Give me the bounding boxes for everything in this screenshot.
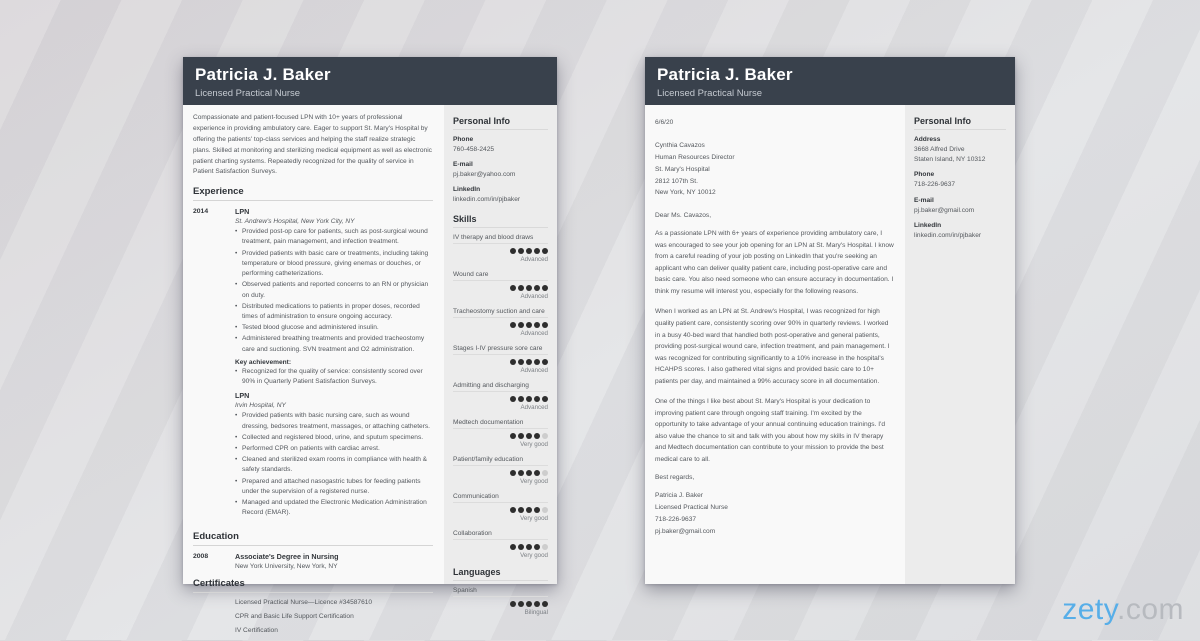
linkedin-item	[453, 186, 548, 205]
skill-name: Patient/family education	[453, 456, 548, 466]
language-rating-dots	[453, 601, 548, 607]
recipient-city: New York, NY 10012	[655, 189, 716, 197]
skill-rating-dots	[453, 507, 548, 513]
skill-item	[453, 345, 548, 374]
job-bullet: • Tested blood glucose and administered insulin.	[235, 323, 433, 333]
job-bullet: • Performed CPR on patients with cardiac arrest.	[235, 444, 433, 454]
skill-name: Stages I-IV pressure sore care	[453, 345, 548, 355]
zety-suffix-text: .com	[1116, 593, 1184, 626]
recipient-company: St. Mary's Hospital	[655, 165, 710, 173]
languages-heading: Languages	[453, 567, 548, 581]
letter-closing: Best regards,	[655, 474, 695, 482]
job-bullet: • Cleaned and sterilized exam rooms in compliance with health & safety standards.	[235, 455, 433, 475]
skill-rating-dots	[453, 433, 548, 439]
cover-letter-main-column	[645, 105, 905, 584]
address-item	[914, 136, 1006, 165]
skill-rating-dots	[453, 248, 548, 254]
resume-name: Patricia J. Baker	[195, 65, 331, 84]
certificate-item: CPR and Basic Life Support Certification	[235, 612, 354, 620]
job-bullet: • Provided post-op care for patients, such as post-surgical wound treatment, pain management, and infection treatment.	[235, 227, 433, 247]
address-line: Staten Island, NY 10312	[914, 156, 986, 164]
letter-paragraph: One of the things I like best about St. Mary's Hospital is your dedication to improving patient care through ongoing staff training. I'm excited by the opportunity to take advantage of your annual continuing education trainings. I'd also value the chance to sit and talk with you about how my skills in IV therapy and Medtech documentation can contribute to your mission to provide the best medical care to all.	[655, 398, 886, 463]
resume-sidebar	[444, 105, 557, 616]
job-bullet: • Collected and registered blood, urine, and sputum specimens.	[235, 433, 433, 443]
language-name: Spanish	[453, 587, 548, 597]
letter-paragraph: As a passionate LPN with 6+ years of experience providing ambulatory care, I was encouraged to see your job opening for an LPN at St. Mary's Hospital. I know from a careful reading of your job posting on LinkedIn that you're seeking an applicant who can deliver quality patient care, including post-operative care and basic care. You also need someone who can ensure accuracy in documentation. I think my resume will interest you, especially for the following reasons.	[655, 230, 894, 295]
signature-name: Patricia J. Baker	[655, 492, 704, 500]
job-bullet-list	[235, 411, 433, 518]
skill-level: Advanced	[520, 292, 548, 300]
address-line: 3668 Alfred Drive	[914, 146, 965, 153]
skill-rating-dots	[453, 544, 548, 550]
linkedin-value: linkedin.com/in/pjbaker	[914, 231, 982, 239]
phone-item	[914, 171, 1006, 190]
personal-info-heading: Personal Info	[453, 116, 548, 130]
certificates-heading: Certificates	[193, 578, 433, 593]
skill-level: Very good	[520, 440, 548, 448]
resume-header	[183, 57, 557, 105]
signature-block	[655, 490, 894, 537]
skill-rating-dots	[453, 470, 548, 476]
email-item	[914, 197, 1006, 216]
experience-heading: Experience	[193, 186, 433, 201]
cover-letter-header	[645, 57, 1015, 105]
letter-paragraph: When I worked as an LPN at St. Andrew's Hospital, I was recognized for high quality patient care, consistently scoring over 90% in quarterly reviews. I worked in a busy 40-bed ward that handled both post-operative and general patients, providing post-surgical wound care, infection treatment, and pain management. I was recognized for contributing significantly to a 10% increase in the hospital's HCAHPS scores. I also gathered vital signs and provided basic care to 10+ patients per day, and maintained a 99% accuracy score in all documentation.	[655, 308, 890, 385]
recipient-title: Human Resources Director	[655, 153, 735, 161]
job-bullet: • Managed and updated the Electronic Medication Administration Record (EMAR).	[235, 498, 433, 518]
phone-label: Phone	[914, 171, 935, 179]
skill-item	[453, 493, 548, 522]
signature-phone: 718-226-9637	[655, 516, 697, 524]
signature-email: pj.baker@gmail.com	[655, 527, 716, 535]
language-level: Bilingual	[524, 608, 548, 616]
job-bullet: • Observed patients and reported concerns to an RN or physician on duty.	[235, 280, 433, 300]
cover-letter-sidebar	[905, 105, 1015, 584]
skill-item	[453, 382, 548, 411]
skill-name: Tracheostomy suction and care	[453, 308, 548, 318]
zety-brand-text: zety	[1062, 593, 1117, 626]
recipient-name: Cynthia Cavazos	[655, 142, 705, 149]
resume-job-title: Licensed Practical Nurse	[195, 88, 301, 99]
certificates-list	[193, 599, 433, 641]
skill-name: Wound care	[453, 271, 548, 281]
job-year: 2014	[193, 208, 209, 216]
recipient-street: 2812 107th St.	[655, 177, 698, 185]
phone-value: 718-226-9637	[914, 181, 956, 189]
skill-name: Medtech documentation	[453, 419, 548, 429]
experience-entry	[193, 207, 433, 522]
skill-rating-dots	[453, 322, 548, 328]
education-school: New York University, New York, NY	[235, 562, 338, 570]
skill-level: Advanced	[520, 255, 548, 263]
letter-date: 6/6/20	[655, 119, 674, 126]
education-year: 2008	[193, 552, 209, 560]
email-value: pj.baker@gmail.com	[914, 206, 975, 214]
resume-summary: Compassionate and patient-focused LPN with 10+ years of professional experience in providing ambulatory care. Eager to support St. Mary's Hospital by offering the patients' top-class services and helping the staff realize strategic plans. Skilled at monitoring and sterilizing medical equipment as well as electronic patient charting systems. Repeatedly recognized for the quality of service in Patient Satisfaction Surveys.	[193, 114, 432, 176]
personal-info-heading: Personal Info	[914, 116, 1006, 130]
education-entry	[193, 552, 433, 570]
skill-level: Very good	[520, 477, 548, 485]
skills-heading: Skills	[453, 214, 548, 228]
phone-item	[453, 136, 548, 155]
job-company: Irvin Hospital, NY	[235, 402, 286, 410]
job-bullet: • Provided patients with basic nursing care, such as wound dressing, bedsores treatment, massages, or attaching catheters.	[235, 411, 433, 431]
key-achievement: • Recognized for the quality of service: consistently scored over 90% in Quarterly Patient Satisfaction Surveys.	[235, 367, 433, 387]
certificate-item: Licensed Practical Nurse—Licence #34587610	[235, 598, 373, 606]
email-label: E-mail	[914, 196, 934, 204]
signature-title: Licensed Practical Nurse	[655, 504, 728, 512]
resume-main-column	[183, 105, 444, 634]
phone-value: 760-458-2425	[453, 146, 495, 153]
job-bullet-list	[235, 227, 433, 355]
education-degree: Associate's Degree in Nursing	[235, 551, 339, 561]
recipient-block	[655, 140, 894, 199]
skill-item	[453, 308, 548, 337]
job-title: LPN	[235, 207, 250, 217]
skill-level: Advanced	[520, 403, 548, 411]
email-value: pj.baker@yahoo.com	[453, 171, 516, 179]
skill-rating-dots	[453, 396, 548, 402]
address-label: Address	[914, 136, 941, 143]
skill-rating-dots	[453, 285, 548, 291]
skill-level: Very good	[520, 514, 548, 522]
skill-item	[453, 234, 548, 263]
email-label: E-mail	[453, 161, 473, 169]
skill-item	[453, 271, 548, 300]
job-bullet: • Prepared and attached nasogastric tubes for feeding patients under the supervision of a registered nurse.	[235, 477, 433, 497]
cover-letter-page	[645, 57, 1015, 584]
skill-name: Admitting and discharging	[453, 382, 548, 392]
phone-label: Phone	[453, 136, 474, 143]
job-company: St. Andrew's Hospital, New York City, NY	[235, 218, 355, 226]
language-item	[453, 587, 548, 616]
job-bullet: • Distributed medications to patients in proper doses, recorded times of administration to ensure ongoing accuracy.	[235, 302, 433, 322]
cover-letter-name: Patricia J. Baker	[657, 65, 793, 84]
education-heading: Education	[193, 531, 433, 546]
job-bullet: • Administered breathing treatments and provided tracheostomy care and suctioning. SVN treatment and O2 administration.	[235, 334, 433, 354]
skill-name: Collaboration	[453, 530, 548, 540]
skill-item	[453, 419, 548, 448]
job-title: LPN	[235, 391, 250, 401]
zety-logo	[1062, 593, 1184, 627]
skill-level: Advanced	[520, 329, 548, 337]
skill-item	[453, 456, 548, 485]
skill-name: Communication	[453, 493, 548, 503]
key-achievement-label: Key achievement:	[235, 358, 292, 366]
email-item	[453, 161, 548, 180]
salutation: Dear Ms. Cavazos,	[655, 212, 712, 220]
cover-letter-job-title: Licensed Practical Nurse	[657, 88, 763, 99]
linkedin-label: LinkedIn	[453, 186, 481, 194]
key-achievement-list	[235, 367, 433, 387]
skill-rating-dots	[453, 359, 548, 365]
linkedin-label: LinkedIn	[914, 221, 942, 229]
certificate-item: IV Certification	[235, 626, 278, 634]
linkedin-item	[914, 222, 1006, 241]
job-bullet: • Provided patients with basic care or treatments, including taking temperature or blood pressure, giving enemas or douches, or performing catheterizations.	[235, 249, 433, 280]
skill-item	[453, 530, 548, 559]
skill-name: IV therapy and blood draws	[453, 234, 548, 244]
linkedin-value: linkedin.com/in/pjbaker	[453, 196, 521, 204]
skill-level: Advanced	[520, 366, 548, 374]
skill-level: Very good	[520, 551, 548, 559]
resume-page	[183, 57, 557, 634]
